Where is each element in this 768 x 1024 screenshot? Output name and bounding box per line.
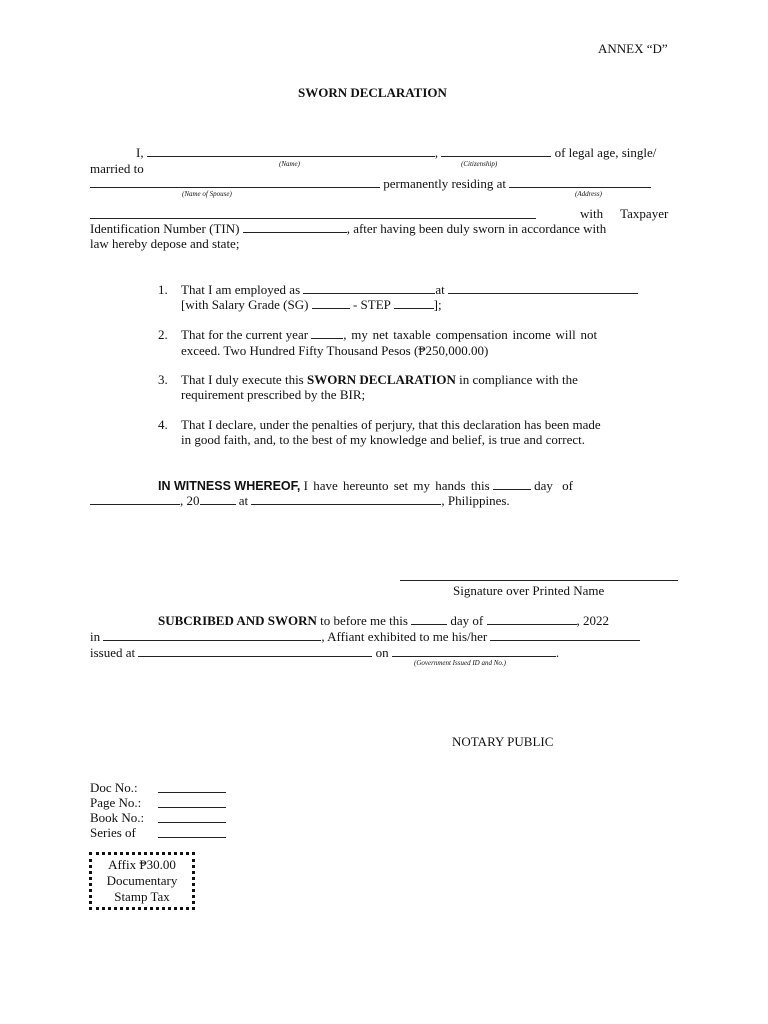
subscribed-day-blank[interactable] xyxy=(411,613,447,625)
subscribed-in: in xyxy=(90,629,101,644)
subscribed-affiant: , Affiant exhibited to me his/her xyxy=(321,629,488,644)
item-3-number: 3. xyxy=(158,372,168,387)
subscribed-place-blank[interactable] xyxy=(103,629,321,641)
address-blank[interactable] xyxy=(509,176,651,188)
salary-grade-blank[interactable] xyxy=(312,297,350,309)
subscribed-line-2 xyxy=(90,629,640,644)
year-blank[interactable] xyxy=(311,327,343,339)
notary-public: NOTARY PUBLIC xyxy=(452,734,554,749)
item-4-line-2: in good faith, and, to the best of my knowledge and belief, is true and correct. xyxy=(181,432,585,447)
item-2-line-2: exceed. Two Hundred Fifty Thousand Pesos (₱250,000.00) xyxy=(181,343,489,358)
subscribed-day-of: day of xyxy=(450,613,484,628)
caption-name: (Name) xyxy=(279,160,300,168)
subscribed-issued-at: issued at xyxy=(90,645,136,660)
tin-blank[interactable] xyxy=(243,221,347,233)
item-2-number: 2. xyxy=(158,327,168,342)
subscribed-month-blank[interactable] xyxy=(487,613,577,625)
witness-line-1 xyxy=(158,478,573,494)
subscribed-year: , 2022 xyxy=(576,613,610,628)
witness-month-blank[interactable] xyxy=(90,493,180,505)
item-2-income: , my net taxable compensation income will not xyxy=(343,327,598,342)
item-3-bold: SWORN DECLARATION xyxy=(307,372,456,387)
witness-year-blank[interactable] xyxy=(200,493,236,505)
doc-no-blank[interactable] xyxy=(158,792,226,793)
subscribed-period: . xyxy=(555,645,560,660)
annex-label: ANNEX “D” xyxy=(598,41,668,56)
signature-caption: Signature over Printed Name xyxy=(453,583,605,598)
subscribed-on: on xyxy=(375,645,389,660)
intro-i: I, xyxy=(136,145,144,160)
intro-line-tin xyxy=(90,221,606,236)
series-label: Series of xyxy=(90,825,136,840)
doc-no-label: Doc No.: xyxy=(90,780,138,795)
stamp-line-1: Affix ₱30.00 xyxy=(108,857,176,872)
item-3-execute: That I duly execute this xyxy=(181,372,304,387)
item-3-line-1 xyxy=(181,372,578,387)
tin-sworn-text: , after having been duly sworn in accordance with xyxy=(346,221,607,236)
witness-bold: IN WITNESS WHEREOF, xyxy=(158,479,301,493)
with-taxpayer-text: with Taxpayer xyxy=(580,206,669,221)
witness-line-2 xyxy=(90,493,510,508)
documentary-stamp-box xyxy=(89,852,195,910)
intro-depose: law hereby depose and state; xyxy=(90,236,240,251)
witness-year-prefix: , 20 xyxy=(180,493,200,508)
item-4-line-1: That I declare, under the penalties of perjury, that this declaration has been made xyxy=(181,417,601,432)
signature-line[interactable] xyxy=(400,580,678,581)
item-2-current-year: That for the current year xyxy=(181,327,309,342)
caption-spouse: (Name of Spouse) xyxy=(182,190,232,198)
subscribed-line-3 xyxy=(90,645,559,660)
page-title: SWORN DECLARATION xyxy=(298,85,447,100)
series-blank[interactable] xyxy=(158,837,226,838)
intro-married-to: married to xyxy=(90,161,144,176)
item-1-employed: That I am employed as xyxy=(181,282,301,297)
name-blank[interactable] xyxy=(147,145,435,157)
witness-day-of: day of xyxy=(534,478,573,493)
item-1-at: at xyxy=(435,282,445,297)
issued-date-blank[interactable] xyxy=(392,645,556,657)
intro-residing: permanently residing at xyxy=(383,176,506,191)
witness-day-blank[interactable] xyxy=(493,478,531,490)
subscribed-bold: SUBCRIBED AND SWORN xyxy=(158,613,317,628)
intro-line-2 xyxy=(90,176,651,191)
subscribed-line-1 xyxy=(158,613,609,628)
witness-set-hands: I have hereunto set my hands this xyxy=(303,478,490,493)
employer-position-blank[interactable] xyxy=(303,282,435,294)
witness-philippines: , Philippines. xyxy=(441,493,510,508)
subscribed-before-me: to before me this xyxy=(320,613,408,628)
caption-address: (Address) xyxy=(575,190,602,198)
page-no-blank[interactable] xyxy=(158,807,226,808)
intro-line-1: I, , of legal age, single/ xyxy=(136,145,657,160)
item-1-line-2 xyxy=(181,297,442,312)
caption-government-id: (Government Issued ID and No.) xyxy=(414,659,506,667)
tin-label: Identification Number (TIN) xyxy=(90,221,240,236)
stamp-line-3: Stamp Tax xyxy=(114,889,170,904)
item-1-number: 1. xyxy=(158,282,168,297)
issued-place-blank[interactable] xyxy=(138,645,372,657)
address-continued-blank[interactable] xyxy=(90,218,536,219)
spouse-blank[interactable] xyxy=(90,176,380,188)
witness-place-blank[interactable] xyxy=(251,493,441,505)
subscribed-id-blank[interactable] xyxy=(490,629,640,641)
item-1-line-1 xyxy=(181,282,638,297)
step-blank[interactable] xyxy=(394,297,434,309)
citizenship-blank[interactable] xyxy=(441,145,551,157)
item-1-end: ]; xyxy=(433,297,442,312)
employer-blank[interactable] xyxy=(448,282,638,294)
page-no-label: Page No.: xyxy=(90,795,142,810)
item-2-line-1 xyxy=(181,327,677,342)
intro-with-taxpayer xyxy=(580,206,668,221)
item-3-line-2: requirement prescribed by the BIR; xyxy=(181,387,366,402)
item-1-salary-grade: [with Salary Grade (SG) xyxy=(181,297,309,312)
stamp-line-2: Documentary xyxy=(106,873,178,888)
caption-citizenship: (Citizenship) xyxy=(461,160,498,168)
book-no-blank[interactable] xyxy=(158,822,226,823)
item-1-step: - STEP xyxy=(352,297,391,312)
item-3-compliance: in compliance with the xyxy=(459,372,578,387)
book-no-label: Book No.: xyxy=(90,810,145,825)
intro-legal-age: of legal age, single/ xyxy=(554,145,657,160)
item-4-number: 4. xyxy=(158,417,168,432)
witness-at: at xyxy=(238,493,249,508)
